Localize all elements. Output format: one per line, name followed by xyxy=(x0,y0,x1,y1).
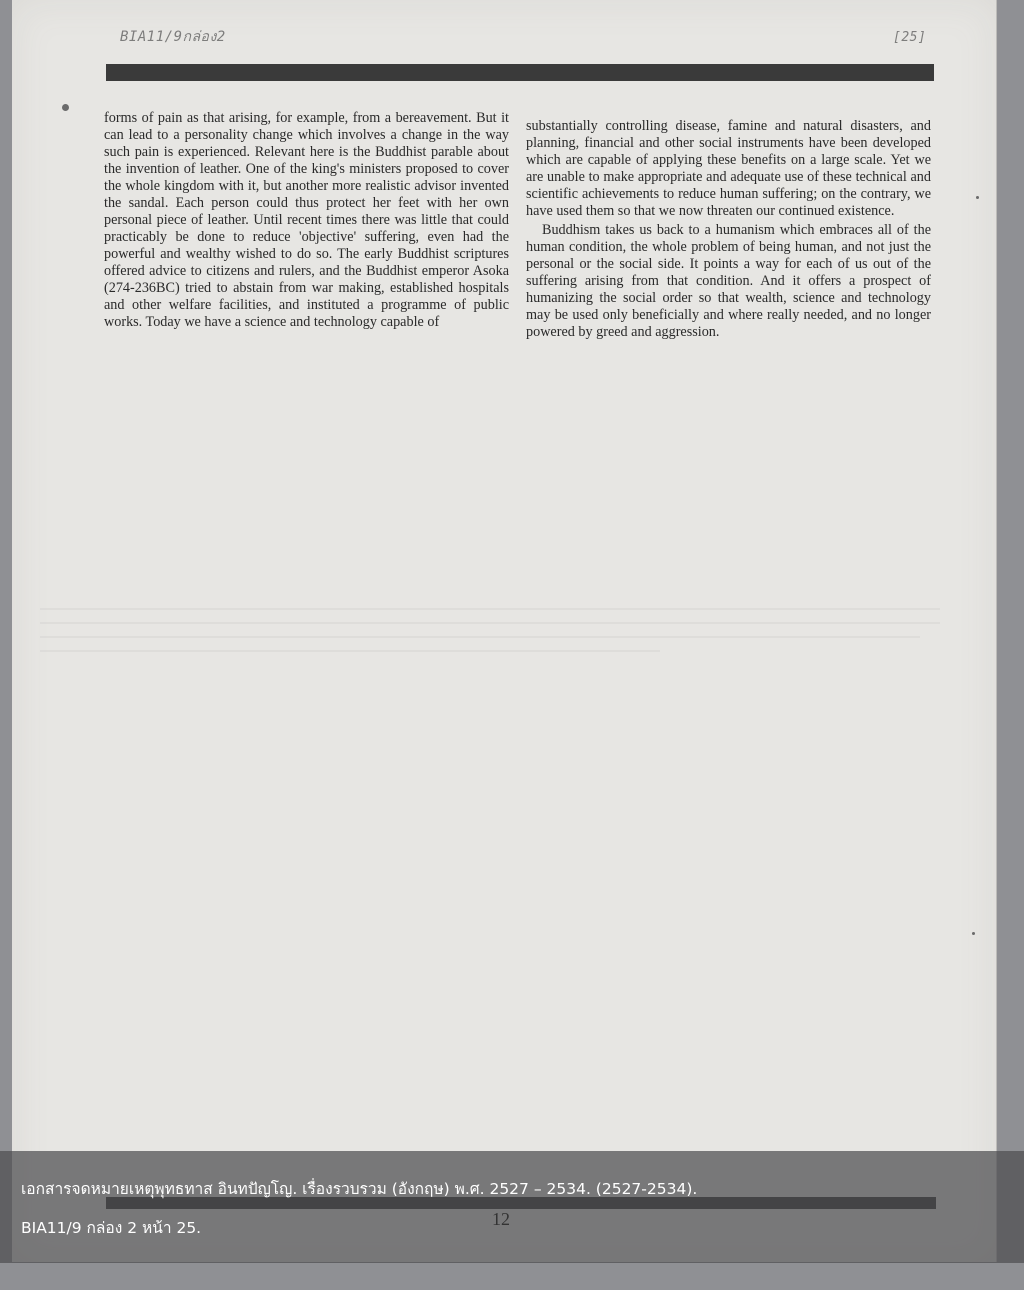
handwritten-page-mark: [25] xyxy=(893,30,927,45)
margin-mark xyxy=(972,932,975,935)
margin-mark xyxy=(62,104,69,111)
top-rule xyxy=(106,64,934,81)
caption-title: เอกสารจดหมายเหตุพุทธทาส อินทปัญโญ. เรื่องรวบรวม (อังกฤษ) พ.ศ. 2527 – 2534. (2527-2534). xyxy=(21,1180,698,1198)
caption-overlay xyxy=(0,1151,1024,1263)
article-paragraph: forms of pain as that arising, for example, from a bereavement. But it can lead to a personality change which involves a change in the way such pain is experienced. Relevant here is the Buddhist parable about the invention of leather. One of the king's ministers proposed to cover the whole kingdom with it, but another more realistic advisor invented the sandal. Each person could thus protect her feet with her own personal piece of leather. Until recent times there was little that could practicably be done to reduce 'objective' suffering, even had the powerful and wealthy wished to do so. The early Buddhist scriptures offered advice to citizens and rulers, and the Buddhist emperor Asoka (274-236BC) tried to abstain from war making, established hospitals and other welfare facilities, and instituted a programme of public works. Today we have a science and technology capable of xyxy=(104,110,509,330)
article-paragraph: Buddhism takes us back to a humanism which embraces all of the human condition, the whole problem of being human, and not just the personal or the social side. It points a way for each of us out of the suffering arising from that condition. And it offers a prospect of humanizing the social order so that wealth, science and technology may be used only beneficially and where really needed, and no longer powered by greed and aggression. xyxy=(526,222,931,340)
handwritten-reference: BIA11/9กล่อง2 xyxy=(120,29,226,45)
article-paragraph: substantially controlling disease, famine and natural disasters, and planning, financial and other social instruments have been developed which are capable of applying these benefits on a large scale. Yet we are unable to make appropriate and adequate use of these technical and scientific achievements to reduce human suffering; on the contrary, we have used them so that we now threaten our continued existence. xyxy=(526,118,931,219)
article-column-right xyxy=(526,118,931,341)
page-number: 12 xyxy=(492,1209,510,1229)
margin-mark xyxy=(976,196,979,199)
show-through-line xyxy=(40,608,940,610)
show-through-line xyxy=(40,650,660,652)
caption-reference: BIA11/9 กล่อง 2 หน้า 25. xyxy=(21,1219,202,1237)
show-through-line xyxy=(40,622,940,624)
article-column-left xyxy=(104,110,509,331)
show-through-line xyxy=(40,636,920,638)
